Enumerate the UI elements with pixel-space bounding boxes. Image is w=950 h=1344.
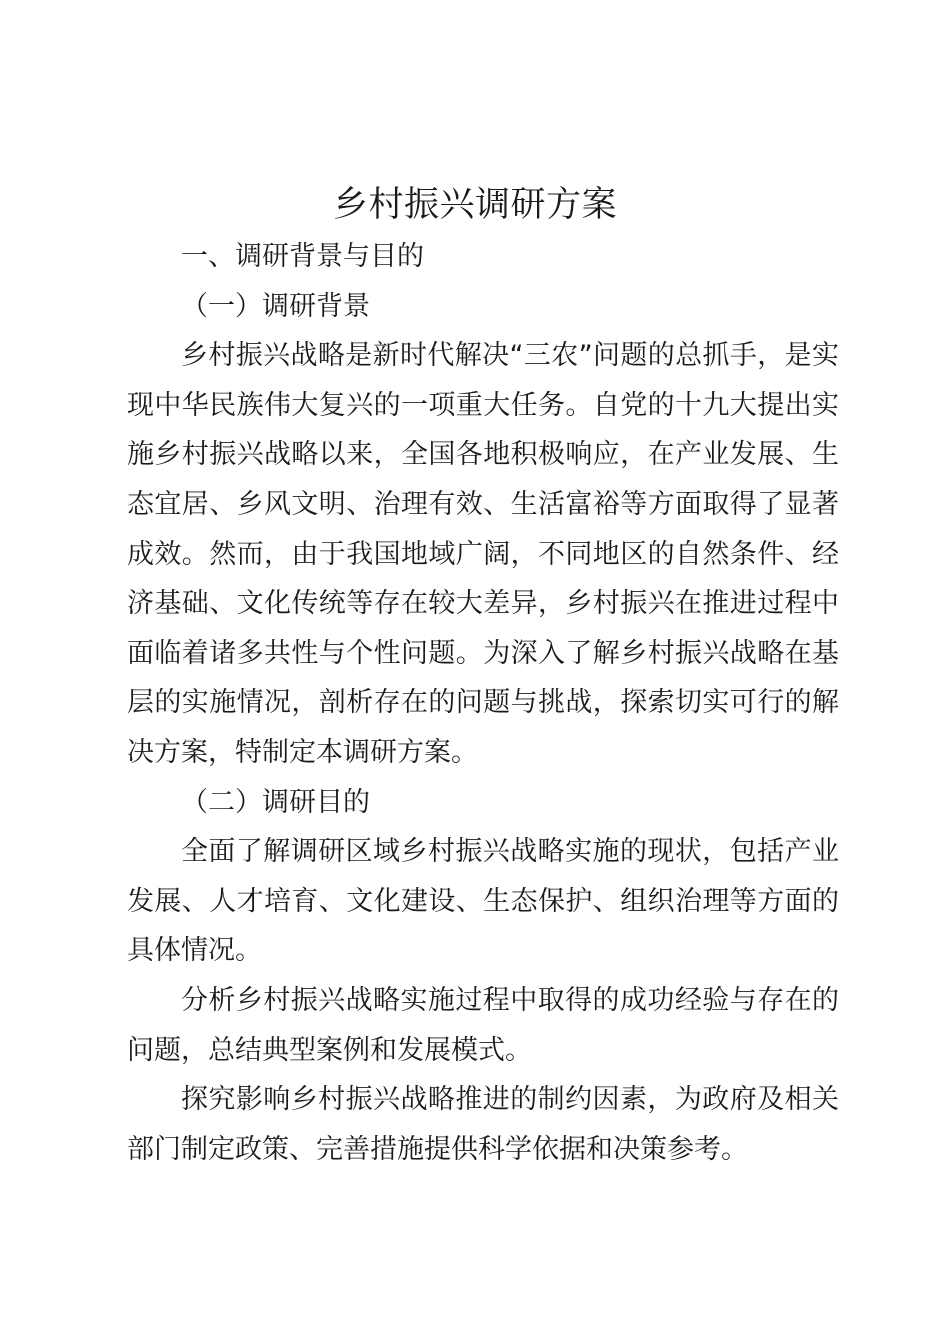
purpose-paragraph: 探究影响乡村振兴战略推进的制约因素，为政府及相关部门制定政策、完善措施提供科学依据和决策参考。 [127,1084,839,1165]
document-body [127,232,839,1174]
section-heading: 一、调研背景与目的 [181,241,424,272]
subsection-heading-purpose: （二）调研目的 [181,786,370,818]
document-title: 乡村振兴调研方案 [332,185,617,225]
purpose-paragraph: 全面了解调研区域乡村振兴战略实施的现状，包括产业发展、人才培育、文化建设、生态保护、组织治理等方面的具体情况。 [127,836,839,967]
purpose-paragraph: 分析乡村振兴战略实施过程中取得的成功经验与存在的问题，总结典型案例和发展模式。 [127,984,839,1066]
subsection-heading-background: （一）调研背景 [181,290,370,322]
background-paragraph: 乡村振兴战略是新时代解决“三农”问题的总抓手，是实现中华民族伟大复兴的一项重大任务。自党的十九大提出实施乡村振兴战略以来，全国各地积极响应，在产业发展、生态宜居、乡风文明、治理有效、生活富裕等方面取得了显著成效。然而，由于我国地域广阔，不同地区的自然条件、经济基础、文化传统等存在较大差异，乡村振兴在推进过程中面临着诸多共性与个性问题。为深入了解乡村振兴战略在基层的实施情况，剖析存在的问题与挑战，探索切实可行的解决方案，特制定本调研方案。 [127,340,839,768]
